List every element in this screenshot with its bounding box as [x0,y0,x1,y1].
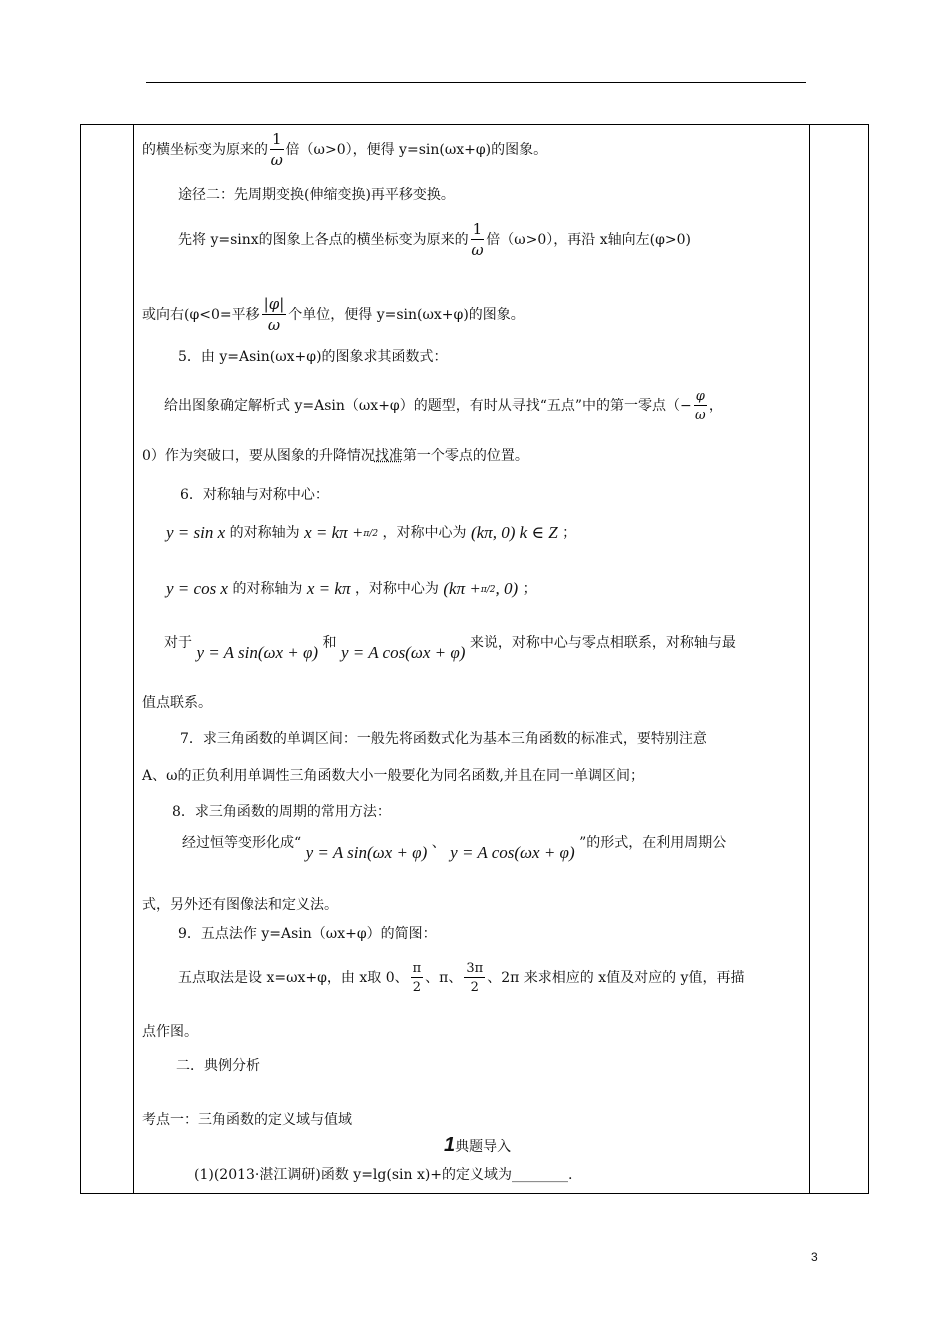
text-line-18: 9．五点法作 y=Asin（ωx+φ）的简图： [178,926,437,942]
text: 先将 y=sinx的图象上各点的横坐标变为原来的 [178,232,469,248]
text-line-14: A、ω的正负利用单调性三角函数大小一般要化为同名函数,并且在同一单调区间； [142,768,644,784]
text-line-5: 5．由 y=Asin(ωx+φ)的图象求其函数式： [178,349,448,365]
text: ”的形式，在利用周期公 [579,835,727,851]
formula-fraction: π/2 [363,529,379,539]
column-divider-right [809,125,810,1193]
question-text: (1)(2013·湛江调研)函数 y=lg(sin x)+的定义域为________. [194,1167,573,1183]
text: 来说，对称中心与零点相联系，对称轴与最 [469,635,736,651]
text-line-13: 7．求三角函数的单调区间：一般先将函数式化为基本三角函数的标准式，要特别注意 [180,731,707,747]
denominator: ω [695,408,706,423]
text-line-7 [142,447,529,465]
text: 倍（ω>0），再沿 x轴向左(φ>0) [486,232,691,248]
fraction [694,390,707,422]
text: ，对称中心为 [382,525,467,541]
numerator: π [412,961,422,976]
text-line-15: 8．求三角函数的周期的常用方法： [172,804,391,820]
denominator: ω [471,241,484,259]
column-divider-left [133,125,134,1193]
formula: x = kπ [306,579,351,598]
text: 0）作为突破口，要从图象的升降情况 [142,448,375,464]
numerator: 1 [472,220,483,238]
formula-line-sin [166,524,576,543]
text-line-17: 式，另外还有图像法和定义法。 [142,897,338,913]
text: 经过恒等变形化成“ [182,835,302,851]
text-line-20: 点作图。 [142,1024,198,1040]
topic-heading: 考点一：三角函数的定义域与值域 [142,1112,352,1128]
denominator: 2 [470,980,479,995]
text: 给出图象确定解析式 y=Asin（ωx+φ）的题型，有时从寻找“五点”中的第一零点（− [164,398,692,414]
text: 五点取法是设 x=ωx+φ，由 x取 0、 [178,970,409,986]
text-line-6 [164,390,723,422]
text: 和 [322,635,337,651]
text: 倍（ω>0），便得 y=sin(ωx+φ)的图象。 [285,142,548,158]
numerator: |φ| [263,295,285,313]
denominator: ω [267,316,281,334]
formula: y = cos x [166,579,228,598]
fraction [262,297,287,333]
formula: , 0) [495,579,519,598]
text-line-3 [178,222,691,258]
text: 、2π 来求相应的 x值及对应的 y值，再描 [487,970,745,986]
denominator: 2 [412,980,422,995]
text: 个单位，便得 y=sin(ωx+φ)的图象。 [288,307,525,323]
formula: (kπ + [443,579,481,598]
text: 或向右(φ<0=平移 [142,307,260,323]
text: ， [708,398,723,414]
text-line-1 [142,132,547,168]
text: ； [522,581,537,597]
text: 对于 [164,635,192,651]
formula: y = A sin(ωx + φ) [196,643,319,662]
fraction [464,962,485,994]
formula: x = kπ + [304,523,364,542]
text: 的横坐标变为原来的 [142,142,268,158]
numerator: φ [695,389,705,404]
formula-line-cos [166,580,537,599]
text: 第一个零点的位置。 [402,448,529,464]
text: 的对称轴为 [229,525,300,541]
text-line-16 [182,834,727,862]
denominator: ω [270,151,283,169]
formula: y = A cos(ωx + φ) [450,843,575,862]
section-heading: 二．典例分析 [176,1058,260,1074]
text: 典题导入 [455,1139,512,1155]
formula: (kπ, 0) k ∈ Z [470,523,558,542]
text: ； [562,525,577,541]
text-line-8: 6．对称轴与对称中心： [180,487,329,503]
example-number: 1 [444,1134,456,1156]
text-line-19 [178,962,744,994]
text: ，对称中心为 [354,581,439,597]
text-line-2: 途径二：先周期变换(伸缩变换)再平移变换。 [178,187,455,203]
fraction [471,222,485,258]
fraction [411,962,424,994]
fraction [270,132,284,168]
formula: y = sin x [166,523,226,542]
text: 、π、 [425,970,463,986]
text-line-4 [142,297,525,333]
formula-fraction: π/2 [480,585,496,595]
text: 的对称轴为 [232,581,303,597]
example-intro [444,1136,511,1156]
text: 、 [431,835,446,851]
page-number: 3 [811,1250,818,1264]
text-line-11 [164,634,736,662]
formula: y = A cos(ωx + φ) [340,643,466,662]
numerator: 3π [466,961,484,976]
header-rule [146,82,806,83]
formula: y = A sin(ωx + φ) [305,843,428,862]
numerator: 1 [272,130,282,148]
emphasis-text: 找准 [374,448,403,464]
text-line-12: 值点联系。 [142,695,212,711]
